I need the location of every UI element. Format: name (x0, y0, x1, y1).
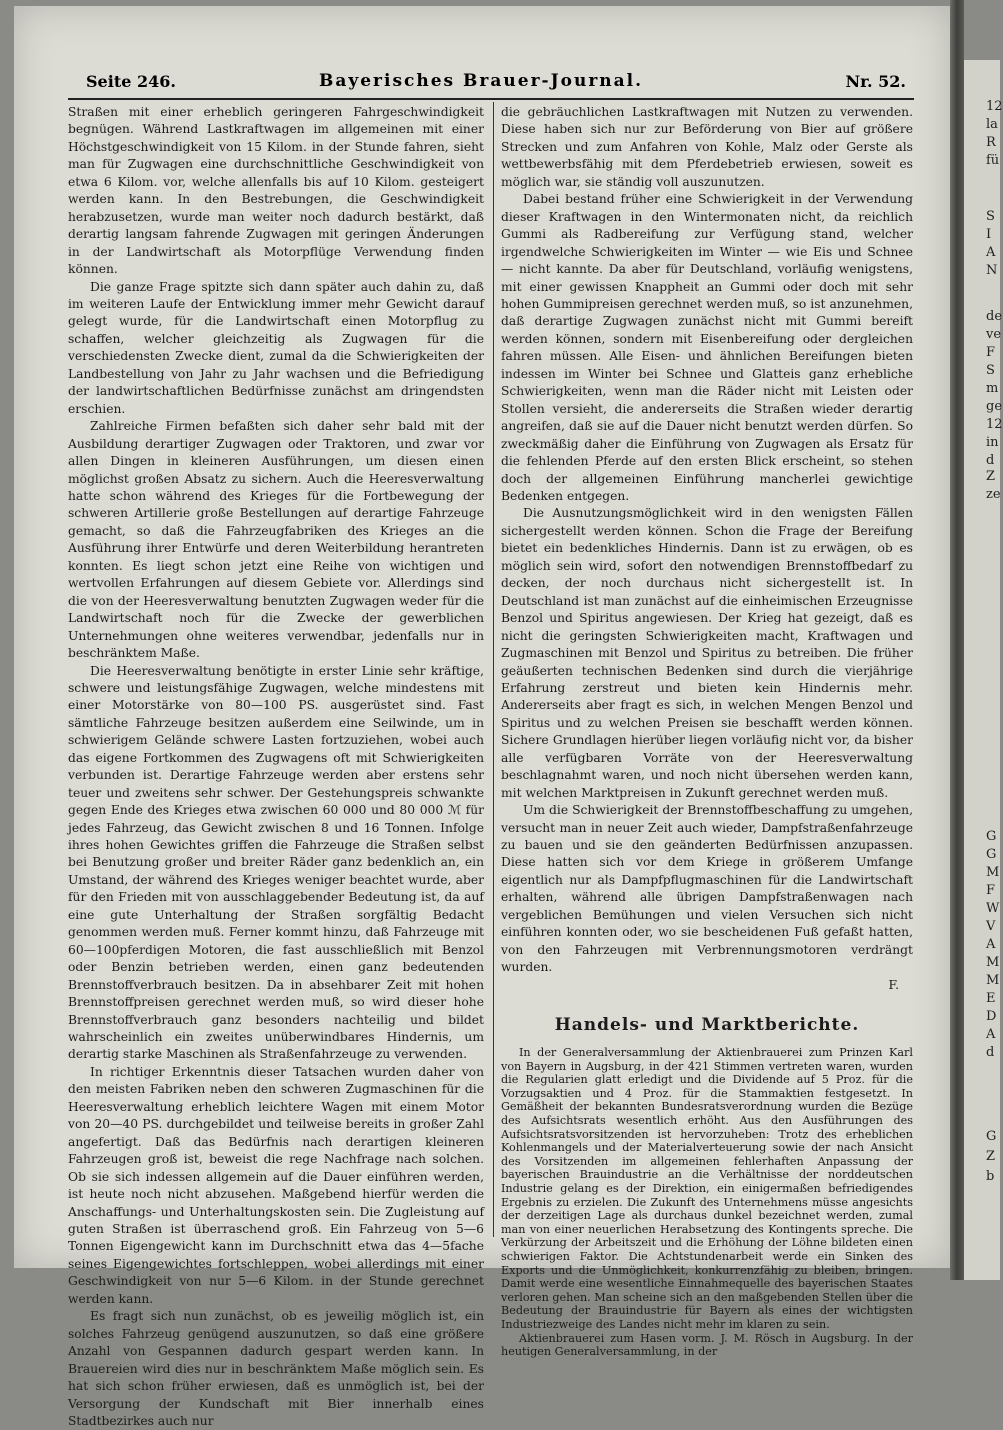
adjacent-page-fragment: A (986, 1027, 996, 1042)
paragraph: Es fragt sich nun zunächst, ob es jeweilig möglich ist, ein solches Fahrzeug genügend auszunutzen, so daß eine größere Anzahl von Gespannen dadurch gespart werden kann. In Brauereien wird dies nur in beschränktem Maße möglich sein. Es hat sich schon früher erwiesen, daß es unmöglich ist, bei der Versorgung der Kundschaft mit Bier innerhalb eines Stadtbezirkes auch nur (68, 1309, 484, 1428)
adjacent-page-fragment: fü (986, 153, 1000, 168)
adjacent-page-fragment: F (986, 345, 996, 360)
adjacent-page-fragment: R (986, 135, 996, 150)
adjacent-page-fragment: G (986, 1129, 997, 1144)
page-header (50, 72, 912, 94)
paragraph: Zahlreiche Firmen befaßten sich daher sehr bald mit der Ausbildung derartiger Zugwagen oder Traktoren, und zwar vor allen Dingen in kleineren Ausführungen, um diesen einen möglichst großen Absatz zu sichern. Auch die Heeresverwaltung hatte schon während des Krieges für die Fortbewegung der schweren Artillerie große Bestellungen auf derartige Fahrzeuge gemacht, so daß die Fahrzeugfabriken des Krieges an die Ausführung ihrer Entwürfe und deren Weiterbildung herantreten konnten. Es liegt schon jetzt eine Reihe von wichtigen und wertvollen Erfahrungen auf diesem Gebiete vor. Allerdings sind die von der Heeresverwaltung benutzten Zugwagen weder für die Landwirtschaft noch für die Zwecke der gewerblichen Unternehmungen ohne weiteres verwendbar, jedenfalls nur in beschränktem Maße. (68, 419, 484, 661)
adjacent-page-fragment: ge (986, 399, 1003, 414)
adjacent-page-edge (964, 60, 1003, 1280)
left-column (68, 104, 484, 1430)
paragraph: Die Heeresverwaltung benötigte in erster Linie sehr kräftige, schwere und leistungsfähige Zugwagen, welche mindestens mit einer Motorstärke von 80—100 PS. ausgerüstet sind. Fast sämtliche Fahrzeuge besitzen außerdem eine Seilwinde, um in schwierigem Gelände schwere Lasten fortzuziehen, wobei auch das eigene Fortkommen des Zugwagens oft mit Schwierigkeiten verbunden ist. Derartige Fahrzeuge werden aber erstens sehr teuer und zweitens sehr schwer. Der Gestehungspreis schwankte gegen Ende des Krieges etwa zwischen 60 000 und 80 000 ℳ für jedes Fahrzeug, das Gewicht zwischen 8 und 16 Tonnen. Infolge ihres hohen Gewichtes griffen die Fahrzeuge die Straßen selbst bei Benutzung großer und breiter Räder ganz bedenklich an, ein Umstand, der während des Krieges weniger beachtet wurde, aber für den Frieden mit von ausschlaggebender Bedeutung ist, da auf eine gute Unterhaltung der Straßen sorgfältig Bedacht genommen werden muß. Ferner kommt hinzu, daß Fahrzeuge mit 60—100pferdigen Motoren, die fast ausschließlich mit Benzol oder Benzin betrieben werden, einen ganz bedeutenden Brennstoffverbrauch besitzen. Da in absehbarer Zeit mit hohen Brennstoffpreisen gerechnet werden muß, so wird dieser hohe Brennstoffverbrauch ganz besonders nachteilig und bildet wahrscheinlich ein zweites unüberwindbares Hindernis, um derartig starke Maschinen als Straßenfahrzeuge zu verwenden. (68, 663, 484, 1062)
adjacent-page-fragment: in (986, 435, 999, 450)
market-report: Aktienbrauerei zum Hasen vorm. J. M. Rösch in Augsburg. In der heutigen Generalversammlung, in der (501, 1331, 913, 1359)
adjacent-page-fragment: de (986, 309, 1003, 324)
page-number: Seite 246. (86, 72, 176, 91)
paragraph: Die ganze Frage spitzte sich dann später auch dahin zu, daß im weiteren Laufe der Entwicklung immer mehr Gewicht darauf gelegt wurde, für die Landwirtschaft einen Motorpflug zu schaffen, welcher gleichzeitig als Zugwagen für die verschiedensten Zwecke dient, zumal da die Schwierigkeiten der Landbestellung von Jahr zu Jahr wachsen und die Befriedigung der landwirtschaftlichen Bedürfnisse zunächst am dringendsten erschien. (68, 279, 484, 416)
adjacent-page-fragment: ve (986, 327, 1002, 342)
adjacent-page-fragment: V (986, 919, 996, 934)
paragraph: Straßen mit einer erheblich geringeren Fahrgeschwindigkeit begnügen. Während Lastkraftwagen im allgemeinen mit einer Höchstgeschwindigkeit von 15 Kilom. in der Stunde fahren, sieht man für Zugwagen eine durchschnittliche Geschwindigkeit von etwa 6 Kilom. vor, welche allenfalls bis auf 10 Kilom. gesteigert werden kann. In den Bestrebungen, die Geschwindigkeit herabzusetzen, wurde man weiter noch dadurch bestärkt, daß derartig langsam fahrende Zugwagen mit geringen Änderungen in der Landwirtschaft als Motorpflüge Verwendung finden können. (68, 105, 484, 277)
adjacent-page-fragment: F (986, 883, 996, 898)
adjacent-page-fragment: d (986, 1045, 995, 1060)
adjacent-page-fragment: W (986, 901, 1000, 916)
adjacent-page-fragment: A (986, 937, 996, 952)
market-report: In der Generalversammlung der Aktienbrauerei zum Prinzen Karl von Bayern in Augsburg, in der 421 Stimmen vertreten waren, wurden die Regularien glatt erledigt und die Dividende auf 5 Proz. für die Vorzugsaktien und 4 Proz. für die Stammaktien festgesetzt. In Gemäßheit der bekannten Bundesratsverordnung wurden die Bezüge des Aufsichtsrats wesentlich erhöht. Aus den Ausführungen des Aufsichtsratsvorsitzenden ist hervorzuheben: Trotz des erheblichen Kohlenmangels und der Materialverteuerung sowie der nach Ansicht des Vorsitzenden im allgemeinen fehlerhaften Anpassung der bayerischen Brauindustrie an die Verhältnisse der norddeutschen Industrie gelang es der Direktion, ein einigermaßen befriedigendes Ergebnis zu erzielen. Die Zukunft des Unternehmens müsse angesichts der derzeitigen Lage als durchaus dunkel bezeichnet werden, zumal man von einer neuerlichen Herabsetzung des Kontingents spreche. Die Verkürzung der Arbeitszeit und die Erhöhung der Löhne bildeten einen schwierigen Faktor. Die Achtstundenarbeit werde ein Sinken des Exports und die Unmöglichkeit, konkurrenzfähig zu bleiben, bringen. Damit werde eine wesentliche Einnahmequelle des bayerischen Staates verloren gehen. Man scheine sich an den maßgebenden Stellen über die Bedeutung der Brauindustrie für Bayern als eines der wichtigsten Industriezweige des Landes nicht mehr im klaren zu sein. (501, 1046, 913, 1331)
author-signature: F. (888, 977, 899, 992)
adjacent-page-fragment: Z (986, 1149, 996, 1164)
adjacent-page-fragment: la (986, 117, 998, 132)
adjacent-page-fragment: E (986, 991, 996, 1006)
adjacent-page-fragment: N (986, 263, 998, 278)
adjacent-page-fragment: M (986, 865, 1000, 880)
section-heading: Handels- und Marktberichte. (554, 1015, 860, 1036)
paragraph: Die Ausnutzungsmöglichkeit wird in den wenigsten Fällen sichergestellt werden können. Schon die Frage der Bereifung bietet ein bedenkliches Hindernis. Dann ist zu erwägen, ob es möglich sein wird, sofort den notwendigen Brennstoffbedarf zu decken, der noch durchaus nicht sichergestellt ist. In Deutschland ist man zunächst auf die einheimischen Erzeugnisse Benzol und Spiritus angewiesen. Der Krieg hat gezeigt, daß es nicht die geringsten Schwierigkeiten macht, Kraftwagen und Zugmaschinen mit Benzol und Spiritus zu betreiben. Die früher geäußerten technischen Bedenken sind durch die vierjährige Erfahrung zerstreut und bieten kein Hindernis mehr. Andererseits aber fragt es sich, in welchen Mengen Benzol und Spiritus und zu welchen Preisen sie beschafft werden können. Sichere Grundlagen hierüber liegen vorläufig nicht vor, da bisher alle verfügbaren Vorräte von der Heeresverwaltung beschlagnahmt waren, und noch nicht übersehen werden kann, mit welchen Marktpreisen in Zukunft gerechnet werden muß. (501, 506, 913, 800)
adjacent-page-fragment: d (986, 453, 995, 468)
adjacent-page-fragment: M (986, 955, 1000, 970)
paragraph: die gebräuchlichen Lastkraftwagen mit Nutzen zu verwenden. Diese haben sich nur zur Beförderung von Bier auf größere Strecken und zum Anfahren von Kohle, Malz oder Gerste als wettbewerbsfähig mit dem Pferdebetrieb erwiesen, soweit es möglich war, sie ständig voll auszunutzen. (501, 105, 913, 189)
adjacent-page-fragment: ze (986, 487, 1001, 502)
adjacent-page-fragment: I (986, 227, 992, 242)
adjacent-page-fragment: 12 (986, 417, 1003, 432)
paragraph: Dabei bestand früher eine Schwierigkeit in der Verwendung dieser Kraftwagen in den Wintermonaten nicht, da reichlich Gummi als Radbereifung zur Verfügung stand, welcher irgendwelche Schwierigkeiten im Winter — wie Eis und Schnee — nicht kannte. Da aber für Deutschland, vorläufig wenigstens, mit einer gewissen Knappheit an Gummi oder doch mit sehr hohen Gummipreisen gerechnet werden muß, so ist anzunehmen, daß derartige Zugwagen zunächst nicht mit Gummi bereift werden können, sondern mit Eisenbereifung oder dergleichen fahren müssen. Alle Eisen- und ähnlichen Bereifungen bieten indessen im Winter bei Schnee und Glatteis ganz erhebliche Schwierigkeiten, wenn man die Räder nicht mit Leisten oder Stollen versieht, die andererseits die Straßen wieder derartig angreifen, daß sie auf die Dauer nicht benutzt werden dürfen. So zweckmäßig daher die Einführung von Zugwagen als Ersatz für die fehlenden Pferde auf den ersten Blick erscheint, so stehen doch der allgemeinen Einführung mancherlei gewichtige Bedenken entgegen. (501, 192, 913, 503)
adjacent-page-fragment: S (986, 363, 995, 378)
adjacent-page-fragment: S (986, 209, 995, 224)
adjacent-page-fragment: 12 (986, 99, 1003, 114)
adjacent-page-fragment: D (986, 1009, 997, 1024)
market-reports (501, 1046, 913, 1359)
right-column (501, 104, 913, 1359)
adjacent-page-fragment: m (986, 381, 999, 396)
issue-number: Nr. 52. (845, 72, 906, 91)
paragraph: In richtiger Erkenntnis dieser Tatsachen wurden daher von den meisten Fabriken neben den schweren Zugmaschinen für die Heeresverwaltung erheblich leichtere Wagen mit einem Motor von 20—40 PS. durchgebildet und teilweise bereits in großer Zahl angefertigt. Daß das Bedürfnis nach derartigen kleineren Fahrzeugen groß ist, beweist die rege Nachfrage nach solchen. Ob sie sich indessen allgemein auf die Dauer einführen werden, ist heute noch nicht abzusehen. Maßgebend hierfür werden die Anschaffungs- und Unterhaltungskosten sein. Die Zugleistung auf guten Straßen ist überraschend groß. Ein Fahrzeug von 5—6 Tonnen Eigengewicht kann im Durchschnitt etwa das 4—5fache seines Eigengewichtes fortschleppen, wobei allerdings mit einer Geschwindigkeit von nur 5—6 Kilom. in der Stunde gerechnet werden kann. (68, 1064, 484, 1306)
header-rule (68, 98, 914, 100)
adjacent-page-fragment: G (986, 847, 997, 862)
adjacent-page-fragment: M (986, 973, 1000, 988)
paragraph: Um die Schwierigkeit der Brennstoffbeschaffung zu umgehen, versucht man in neuer Zeit auch wieder, Dampfstraßenfahrzeuge zu bauen und sie den geänderten Bedürfnissen anzupassen. Diese hatten sich vor dem Kriege in größerem Umfange eigentlich nur als Dampfpflugmaschinen für die Landwirtschaft erhalten, während alle übrigen Dampfstraßenwagen nach vergeblichen Bemühungen und vielen Versuchen sich nicht einführen konnten oder, wo sie bescheidenen Fuß gefaßt hatten, von den Fahrzeugen mit Verbrennungsmotoren verdrängt wurden. (501, 803, 913, 975)
column-divider (493, 102, 494, 1237)
adjacent-page-fragment: G (986, 829, 997, 844)
journal-title: Bayerisches Brauer-Journal. (318, 71, 644, 91)
book-gutter (950, 0, 964, 1280)
adjacent-page-fragment: Z (986, 469, 996, 484)
adjacent-page-fragment: A (986, 245, 996, 260)
adjacent-page-fragment: b (986, 1169, 995, 1184)
